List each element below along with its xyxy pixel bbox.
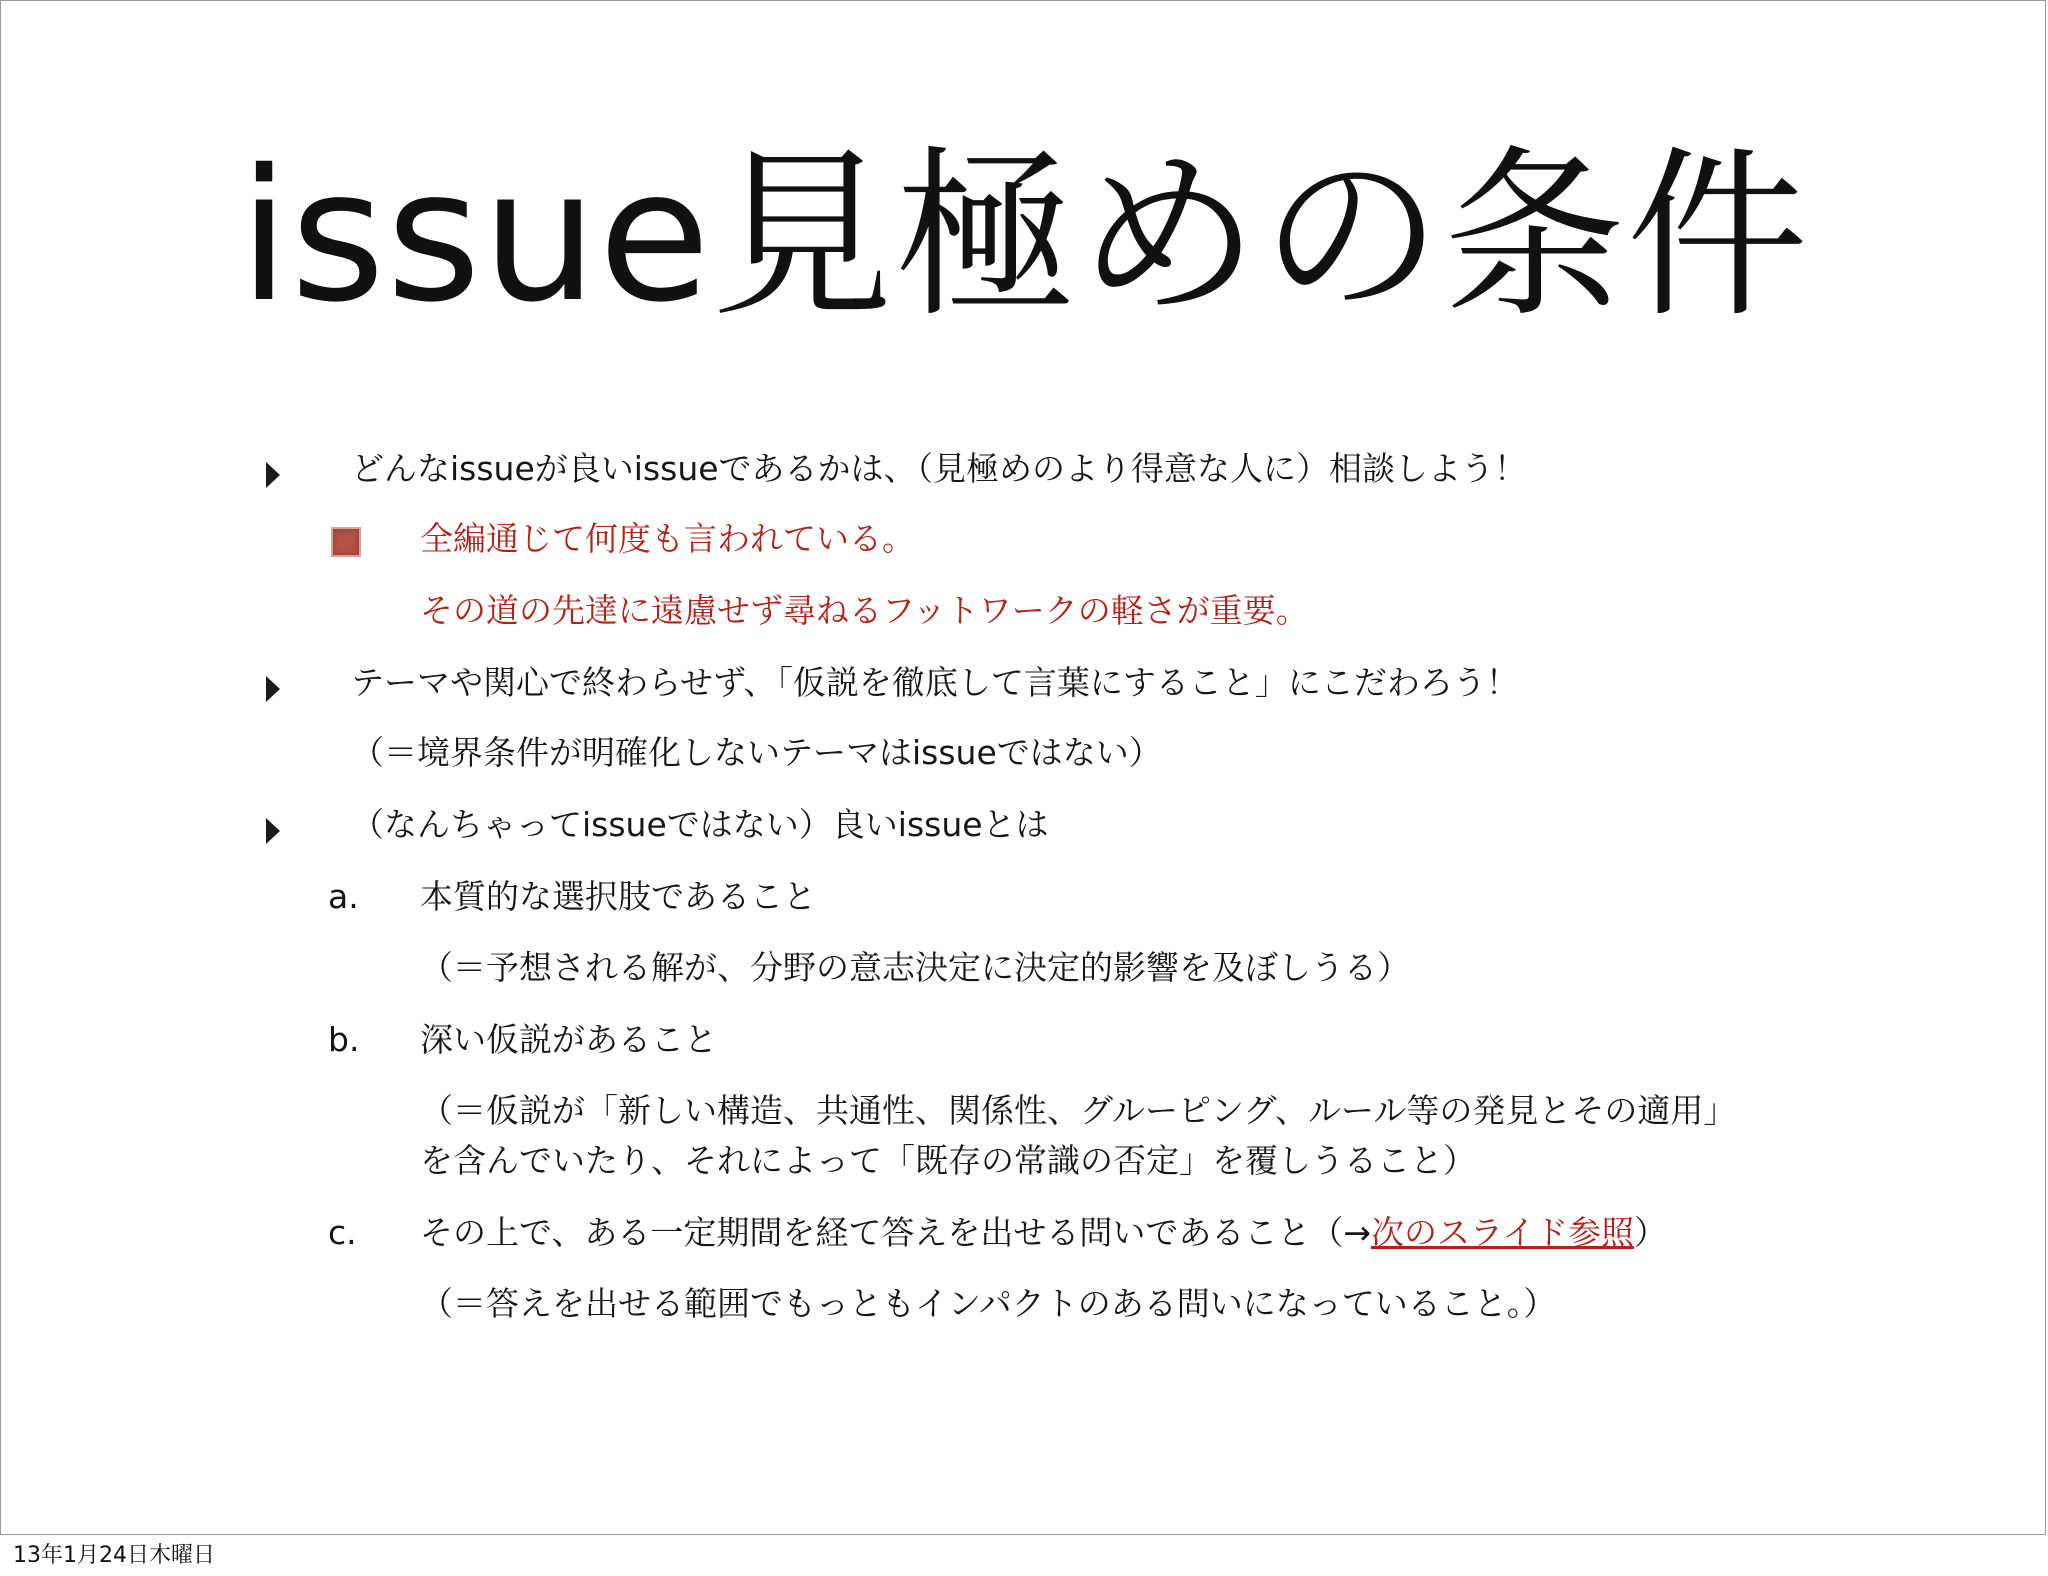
item-b-text: 深い仮説があること <box>420 1020 717 1059</box>
item-a-marker: a. <box>328 877 359 916</box>
bullet-1-text: どんなissueが良いissueであるかは、（見極めのより得意な人に）相談しよう！ <box>351 449 1528 488</box>
footer-date: 13年1月24日木曜日 <box>13 1543 215 1568</box>
triangle-bullet-icon <box>266 676 280 702</box>
bullet-2-sub: （＝境界条件が明確化しないテーマはissueではない） <box>351 733 1162 772</box>
bullet-1-sub-1: 全編通じて何度も言われている。 <box>420 519 915 558</box>
item-a-text: 本質的な選択肢であること <box>420 877 816 916</box>
square-bullet-icon <box>331 527 361 557</box>
item-b-note-2: を含んでいたり、それによって「既存の常識の否定」を覆しうること） <box>420 1141 1476 1180</box>
item-c-line <box>420 1211 1667 1255</box>
item-c-text: その上で、ある一定期間を経て答えを出せる問いであること（→ <box>420 1213 1371 1252</box>
item-a-note: （＝予想される解が、分野の意志決定に決定的影響を及ぼしうる） <box>420 948 1410 987</box>
bullet-2-text: テーマや関心で終わらせず、「仮説を徹底して言葉にすること」にこだわろう！ <box>351 663 1519 702</box>
item-c-note: （＝答えを出せる範囲でもっともインパクトのある問いになっていること。） <box>420 1284 1557 1323</box>
next-slide-link[interactable]: 次のスライド参照 <box>1371 1213 1635 1252</box>
item-c-marker: c. <box>328 1213 357 1252</box>
bullet-3-text: （なんちゃってissueではない）良いissueとは <box>351 805 1049 844</box>
bullet-1-sub-2: その道の先達に遠慮せず尋ねるフットワークの軽さが重要。 <box>420 591 1309 630</box>
item-b-marker: b. <box>328 1020 360 1059</box>
slide-title: issue見極めの条件 <box>238 130 1810 342</box>
item-b-note: （＝仮説が「新しい構造、共通性、関係性、グルーピング、ルール等の発見とその適用」 <box>420 1091 1737 1130</box>
triangle-bullet-icon <box>266 818 280 844</box>
item-c-text-end: ） <box>1634 1213 1668 1252</box>
triangle-bullet-icon <box>266 462 280 488</box>
